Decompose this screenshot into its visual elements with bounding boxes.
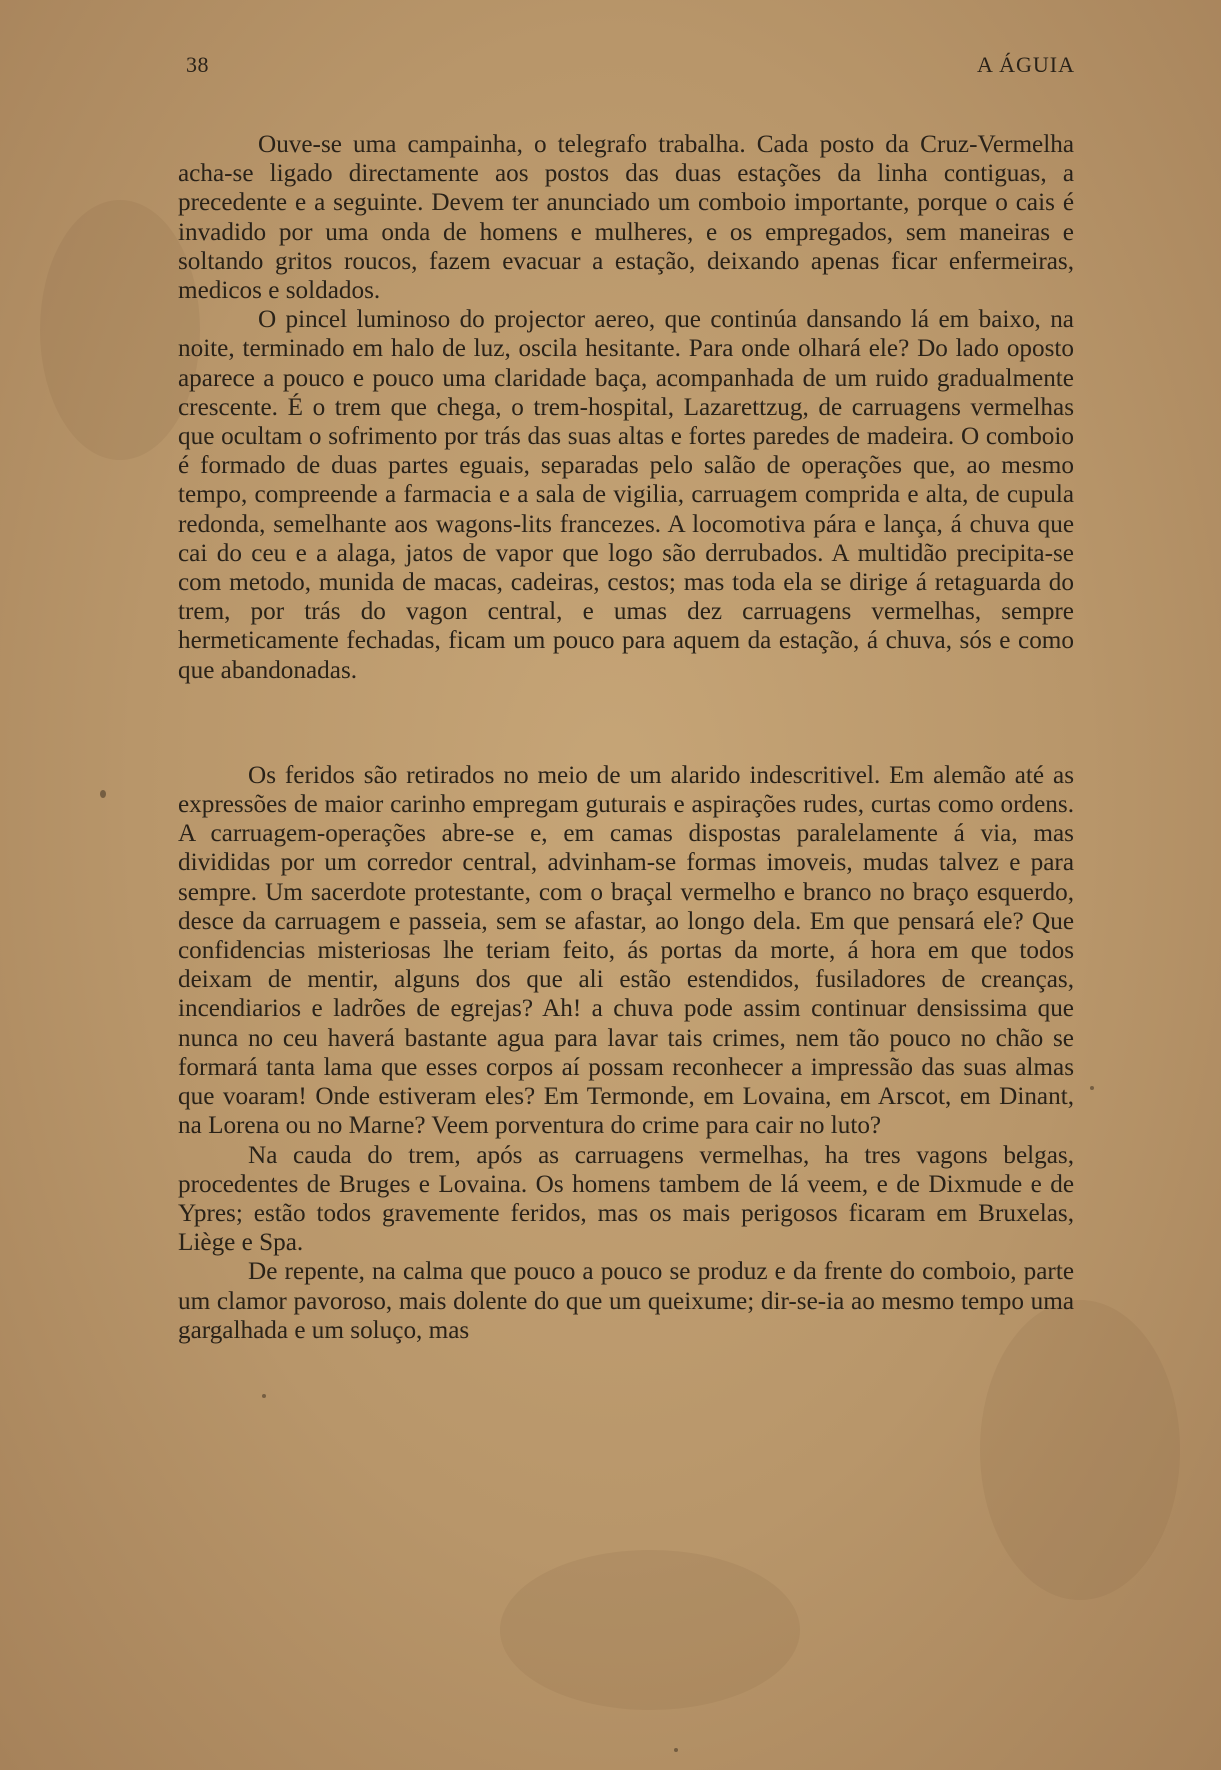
paper-stain xyxy=(500,1550,800,1710)
page-number: 38 xyxy=(186,52,209,77)
body-text xyxy=(178,130,1074,1345)
speck xyxy=(674,1748,678,1752)
running-title: A ÁGUIA xyxy=(976,52,1075,77)
section-break xyxy=(178,685,1074,761)
speck xyxy=(262,1394,266,1398)
paragraph: Na cauda do trem, após as carruagens vermelhas, ha tres vagons belgas, procedentes de Bruges e Lovaina. Os homens tambem de lá veem, e de Dixmude e de Ypres; estão todos gravemente feridos, mas os mais perigosos ficaram em Bruxelas, Liège e Spa. xyxy=(178,1141,1074,1257)
paragraph: De repente, na calma que pouco a pouco se produz e da frente do comboio, parte um clamor pavoroso, mais dolente do que um queixume; dir-se-ia ao mesmo tempo uma gargalhada e um soluço, mas xyxy=(178,1258,1074,1344)
paper-stain xyxy=(980,1300,1180,1600)
text-section xyxy=(178,761,1074,1345)
paper-stain xyxy=(40,200,200,460)
text-section xyxy=(178,130,1074,685)
speck xyxy=(1090,1086,1094,1090)
paragraph: Os feridos são retirados no meio de um alarido indescritivel. Em alemão até as expressões de maior carinho empregam guturais e aspirações rudes, curtas como ordens. A carruagem-operações abre-se e, em camas dispostas paralelamente á via, mas divididas por um corredor central, advinham-se formas imoveis, mudas talvez e para sempre. Um sacerdote protestante, com o braçal vermelho e branco no braço esquerdo, desce da carruagem e passeia, sem se afastar, ao longo dela. Em que pensará ele? Que confidencias misteriosas lhe teriam feito, ás portas da morte, á hora em que todos deixam de mentir, alguns dos que ali estão estendidos, fusiladores de creanças, incendiarios e ladrões de egrejas? Ah! a chuva pode assim continuar densissima que nunca no ceu haverá bastante agua para lavar tais crimes, nem tão pouco no chão se formará tanta lama que esses corpos aí possam reconhecer a impressão das suas almas que voaram! Onde estiveram eles? Em Termonde, em Lovaina, em Arscot, em Dinant, na Lorena ou no Marne? Veem porventura do crime para cair no luto? xyxy=(178,761,1074,1140)
paragraph: O pincel luminoso do projector aereo, que continúa dansando lá em baixo, na noite, terminado em halo de luz, oscila hesitante. Para onde olhará ele? Do lado oposto aparece a pouco e pouco uma claridade baça, acompanhada de um ruido gradualmente crescente. É o trem que chega, o trem-hospital, Lazarettzug, de carruagens vermelhas que ocultam o sofrimento por trás das suas altas e fortes paredes de madeira. O comboio é formado de duas partes eguais, separadas pelo salão de operações que, ao mesmo tempo, compreende a farmacia e a sala de vigilia, carruagem comprida e alta, de cupula redonda, semelhante aos wagons-lits francezes. A locomotiva pára e lança, á chuva que cai do ceu e a alaga, jatos de vapor que logo são derrubados. A multidão precipita-se com metodo, munida de macas, cadeiras, cestos; mas toda ela se dirige á retaguarda do trem, por trás do vagon central, e umas dez carruagens vermelhas, sempre hermeticamente fechadas, ficam um pouco para aquem da estação, á chuva, sós e como que abandonadas. xyxy=(178,306,1074,684)
page-header xyxy=(186,52,1075,82)
paragraph: Ouve-se uma campainha, o telegrafo trabalha. Cada posto da Cruz-Vermelha acha-se ligado directamente aos postos das duas estações da linha contiguas, a precedente e a seguinte. Devem ter anunciado um comboio importante, porque o cais é invadido por uma onda de homens e mulheres, e os empregados, sem maneiras e soltando gritos roucos, fazem evacuar a estação, deixando apenas ficar enfermeiras, medicos e soldados. xyxy=(178,131,1074,305)
speck xyxy=(100,790,106,798)
